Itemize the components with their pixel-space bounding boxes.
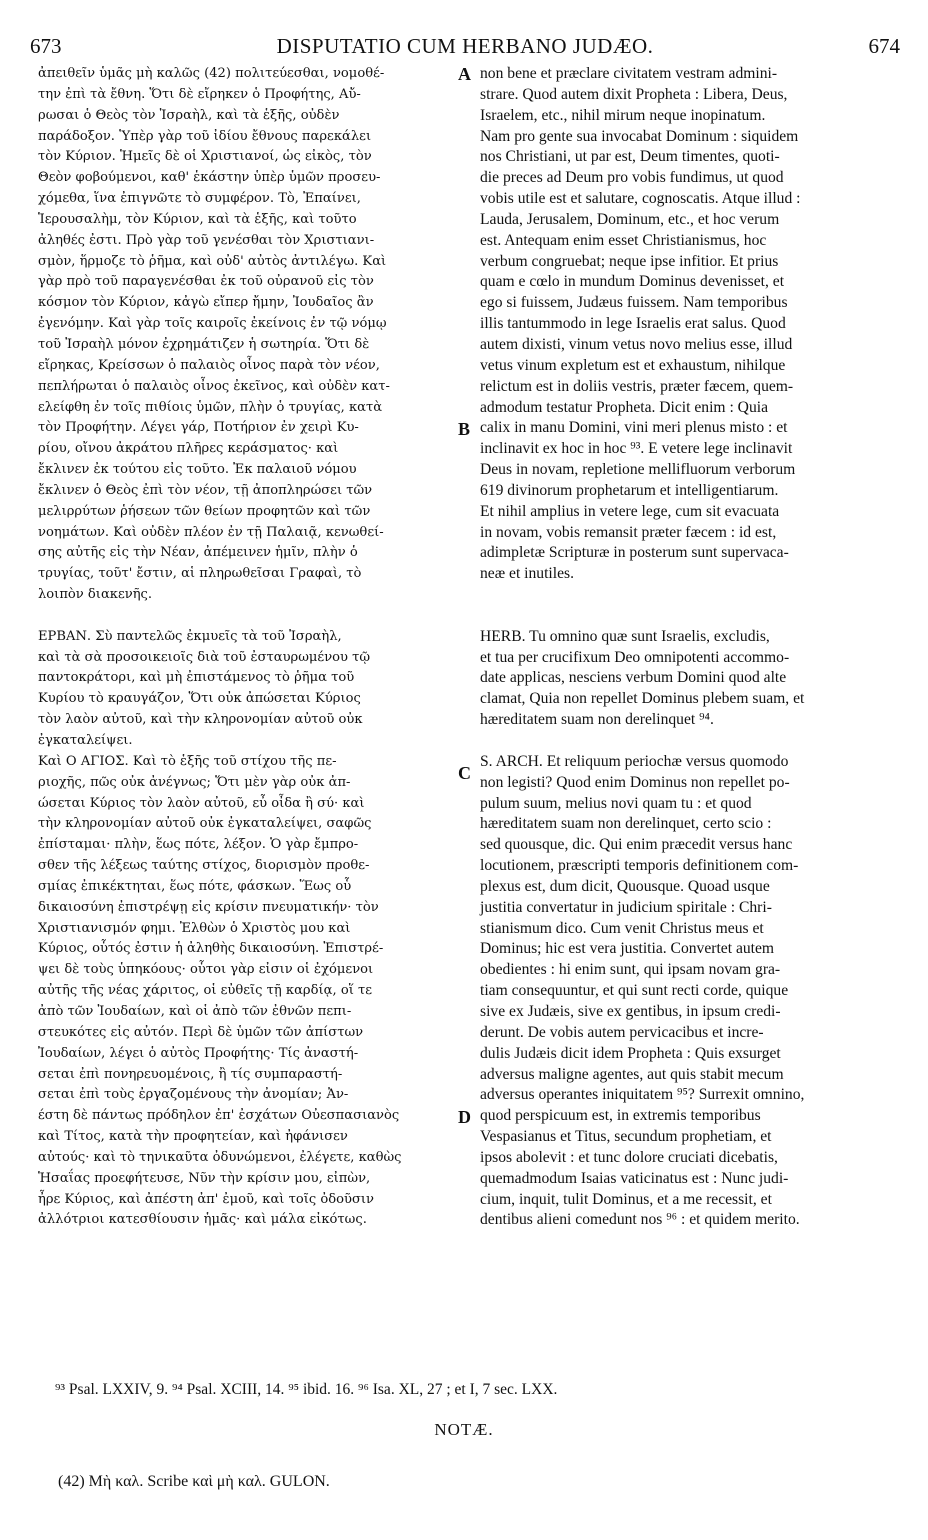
greek-text-line: ἀλλότριοι κατεσθίουσιν ἡμᾶς· καὶ μάλα εἰκότως. (38, 1212, 367, 1228)
greek-text-line: Χριστιανισμόν φημι. Ἐλθὼν ὁ Χριστὸς μου καὶ (38, 920, 351, 936)
greek-text-line: στευκότες εἰς αὐτόν. Περὶ δὲ ὑμῶν τῶν ἀπίστων (38, 1024, 364, 1040)
greek-text-line: μελιρρύτων ῥήσεων τῶν θείων προφητῶν καὶ τῶν (38, 503, 371, 519)
margin-letter-b: B (458, 419, 471, 439)
greek-text-line: τὸν Προφήτην. Λέγει γάρ, Ποτήριον ἐν χειρὶ Κυ- (38, 420, 359, 436)
greek-text-line: ώσεται Κύριος τὸν λαὸν αὐτοῦ, εὖ οἶδα ἢ σύ· καὶ (38, 795, 365, 811)
greek-text-line: τὴν κληρονομίαν αὐτοῦ οὐκ ἐγκαταλείψει, σαφῶς (38, 816, 372, 832)
latin-text-line: neæ et inutiles. (480, 565, 574, 583)
greek-text-line: δικαιοσύνη ἐπιστρέψῃ εἰς κρίσιν πνευματικήν· τὸν (38, 899, 379, 915)
latin-text-line: admodum testatur Propheta. Dicit enim : Quia (480, 398, 768, 416)
latin-text-line: stianismum dico. Cum venit Christus meus et (480, 919, 764, 937)
latin-text-line: obedientes : hi enim sunt, qui ipsam novam gra- (480, 961, 781, 979)
greek-text-line: ἦρε Κύριος, καὶ ἀπέστη ἀπ' ἐμοῦ, καὶ τοῖς ὀδοῦσιν (38, 1191, 374, 1207)
latin-text-line: in novam, vobis remansit præter fæcem : id est, (480, 523, 777, 541)
latin-text-line: locutionem, præscripti temporis definitionem com- (480, 857, 799, 875)
greek-text-line: ΕΡΒΑΝ. Σὺ παντελῶς ἐκμυεῖς τὰ τοῦ Ἰσραὴλ, (38, 628, 342, 644)
greek-text-line: σμίας ἐπικέκτηται, ἕως πότε, φάσκων. Ἕως οὗ (38, 878, 352, 894)
latin-text-line: est. Antequam enim esset Christianismus, hoc (480, 231, 767, 249)
greek-text-line: γὰρ πρὸ τοῦ παραγενέσθαι ἐκ τοῦ οὐρανοῦ εἰς τὸν (38, 274, 374, 290)
latin-text-line: HERB. Tu omnino quæ sunt Israelis, excludis, (480, 627, 770, 645)
page-number-left: 673 (30, 34, 62, 58)
greek-text-line: τοῦ Ἰσραὴλ μόνον ἐχρημάτιζεν ἡ σωτηρία. Ὅτι δὲ (38, 336, 370, 352)
greek-text-line: ἐγκαταλείψει. (38, 733, 133, 748)
greek-text-line: κόσμον τὸν Κύριον, κἀγὼ εἴπερ ἤμην, Ἰουδαῖος ἂν (38, 295, 374, 311)
latin-text-line: Et nihil amplius in vetere lege, cum sit evacuata (480, 502, 780, 520)
notae-heading: NOTÆ. (434, 1420, 494, 1439)
latin-text-line: strare. Quod autem dixit Propheta : Libera, Deus, (480, 85, 788, 103)
latin-text-line: verbum congruebat; neque ipse infitior. Et prius (480, 252, 779, 270)
greek-text-line: παντοκράτορι, καὶ μὴ ἐπιστάμενος τὸ ῥῆμα τοῦ (38, 670, 355, 686)
greek-column (38, 64, 466, 1231)
latin-text-line: vetus vinum expletum est et exhaustum, nihilque (480, 356, 786, 374)
greek-text-line: καὶ τὰ σὰ προσοικειοῖς διὰ τοῦ ἐσταυρωμένου τῷ (38, 649, 371, 665)
greek-text-line: έστη δὲ πάντως πρόδηλον ἐπ' ἐσχάτων Οὐεσπασιανὸς (38, 1108, 400, 1124)
greek-text-line: ψει δὲ τοὺς ὑπηκόους· οὗτοι γὰρ εἰσιν οἱ ἐχόμενοι (38, 962, 374, 978)
notae-note: (42) Μὴ καλ. Scribe καὶ μὴ καλ. GULON. (58, 1473, 330, 1490)
greek-text-line: πεπλήρωται ὁ παλαιὸς οἶνος ἐκεῖνος, καὶ οὐδὲν κατ- (38, 378, 390, 394)
latin-text-line: illis tantummodo in lege Israelis erat salus. Quod (480, 315, 786, 333)
latin-text-line: justitia convertatur in judicium spiritale : Chri- (480, 898, 772, 916)
greek-text-line: ἀληθές ἐστι. Πρὸ γὰρ τοῦ γενέσθαι τὸν Χριστιανι- (38, 232, 375, 248)
latin-text-line (480, 731, 896, 752)
latin-text-line (480, 585, 896, 606)
greek-text-line: ρωσαι ὁ Θεὸς τὸν Ἰσραὴλ, καὶ τὰ ἑξῆς, οὐδὲν (38, 107, 340, 123)
greek-text-line: ρίου, οἴνου ἀκράτου πλῆρες κεράσματος· καὶ (38, 441, 339, 457)
greek-text-line: ἔκλινεν ἐκ τούτου εἰς τοῦτο. Ἐκ παλαιοῦ νόμου (38, 462, 357, 478)
latin-text-line: vobis utile est et salutare, cognoscatis. Atque illud : (480, 190, 801, 208)
latin-text-line: derunt. De vobis autem pervicacibus et incre- (480, 1023, 764, 1041)
latin-text-line: quod perspicuum est, in extremis temporibus (480, 1107, 761, 1125)
latin-text-line: Nam pro gente sua invocabat Dominum : siquidem (480, 127, 799, 145)
margin-letter-d: D (458, 1107, 471, 1127)
page-header (30, 34, 900, 60)
footnote-references: ⁹³ Psal. LXXIV, 9. ⁹⁴ Psal. XCIII, 14. ⁹⁵ ibid. 16. ⁹⁶ Isa. XL, 27 ; et I, 7 sec. LXX. (55, 1381, 558, 1398)
greek-text-line: καὶ Τίτος, κατὰ τὴν προφητείαν, καὶ ἠφάνισεν (38, 1129, 348, 1145)
greek-text-line: Ἱερουσαλὴμ, τὸν Κύριον, καὶ τὰ ἑξῆς, καὶ τοῦτο (38, 211, 357, 227)
greek-text-line: νοημάτων. Καὶ οὐδὲν πλέον ἐν τῇ Παλαιᾷ, κενωθεί- (38, 524, 384, 540)
latin-text-line: adversus operantes iniquitatem ⁹⁵? Surrexit omnino, (480, 1086, 805, 1104)
greek-text-line: ἐπίσταμαι· πλὴν, ἕως πότε, λέξον. Ὁ γὰρ ἔμπρο- (38, 837, 359, 853)
running-title: DISPUTATIO CUM HERBANO JUDÆO. (276, 34, 654, 58)
latin-text-line: quam e cœlo in mundum Dominus devenisset, et (480, 273, 785, 291)
greek-text-line (38, 606, 466, 627)
greek-text-line: τρυγίας, τοῦτ' ἔστιν, αἱ πληρωθεῖσαι Γραφαὶ, τὸ (38, 566, 362, 582)
greek-text-line: χόμεθα, ἵνα ἐπιγνῶτε τὸ συμφέρον. Τὸ, Ἐπαίνει, (38, 191, 361, 207)
greek-text-line: σεται ἐπὶ πονηρευομένοις, ἢ τίς συμπαραστή- (38, 1066, 343, 1082)
greek-text-line: Κύριος, οὗτός ἐστιν ἡ ἀληθὴς δικαιοσύνη. Ἐπιστρέ- (38, 941, 384, 957)
latin-text-line: sive ex Judæis, sive ex gentibus, in ipsum credi- (480, 1002, 781, 1020)
latin-text-line: non legisti? Quod enim Dominus non repellet po- (480, 773, 790, 791)
latin-text-line: et tua per crucifixum Deo omnipotenti accommo- (480, 648, 790, 666)
greek-text-line: ελείφθη ἐν τοῖς πιθίοις ὑμῶν, πλὴν ὁ τρυγίας, κατὰ (38, 399, 383, 415)
latin-text-line: Lauda, Jerusalem, Dominum, etc., et hoc verum (480, 210, 780, 228)
latin-text-line: dentibus alieni comedunt nos ⁹⁶ : et quidem merito. (480, 1211, 800, 1229)
latin-text-line: non bene et præclare civitatem vestram admini- (480, 65, 778, 82)
latin-text-line: hæreditatem suam non derelinquet, certo scio : (480, 815, 772, 833)
greek-text-line: ριοχῆς, πῶς οὐκ ἀνέγνως; Ὅτι μὲν γὰρ οὐκ ἀπ- (38, 774, 351, 790)
greek-text-line: ἀπὸ τῶν Ἰουδαίων, καὶ οἱ ἀπὸ τῶν ἐθνῶν πεπι- (38, 1003, 352, 1019)
margin-letter-a: A (458, 64, 471, 84)
latin-text-line: clamat, Quia non repellet Dominus plebem suam, et (480, 690, 805, 708)
latin-text-line: autem dixisti, vinum vetus novo melius esse, illud (480, 335, 793, 353)
greek-text-line: σης αὐτῆς εἰς τὴν Νέαν, ἀπέμεινεν ἡμῖν, πλὴν ὁ (38, 545, 358, 561)
latin-text-line: calix in manu Domini, vini meri plenus misto : et (480, 419, 788, 437)
greek-text-line: Ἰουδαίων, λέγει ὁ αὐτὸς Προφήτης· Τίς ἀναστή- (38, 1045, 359, 1061)
greek-text-line: Ἡσαΐας προεφήτευσε, Νῦν τὴν κρίσιν μου, εἰπὼν, (38, 1170, 371, 1186)
latin-text-line: dulis Judæis dicit idem Propheta : Quis exsurget (480, 1044, 781, 1062)
latin-text-line: relictum est in doliis vestris, præter fæcem, quem- (480, 377, 794, 395)
latin-text-line: sed quousque, dic. Qui enim præcedit versus hanc (480, 836, 793, 854)
greek-text-line: την ἐπὶ τὰ ἔθνη. Ὅτι δὲ εἴρηκεν ὁ Προφήτης, Αὔ- (38, 86, 361, 102)
latin-text-line: 619 divinorum prophetarum et intelligentiarum. (480, 481, 779, 499)
latin-text-line: quemadmodum Isaias vaticinatus est : Nunc judi- (480, 1169, 789, 1187)
latin-text-line: Israelem, etc., nihil mirum neque inopinatum. (480, 106, 766, 124)
latin-text-line (480, 606, 896, 627)
latin-text-line: Deus in novam, repletione mellifluorum verborum (480, 461, 796, 479)
latin-text-line: adversus maligne agentes, aut quis stabit mecum (480, 1065, 784, 1083)
latin-text-line: S. ARCH. Et reliquum periochæ versus quomodo (480, 752, 789, 770)
latin-text-line: ego si fuissem, Judæus fuissem. Nam temporibus (480, 294, 788, 312)
margin-letter-c: C (458, 763, 471, 783)
latin-text-line: plexus est, dum dicit, Quousque. Quoad usque (480, 877, 770, 895)
greek-text-line: Θεὸν φοβούμενοι, καθ' ἑκάστην ὑπὲρ ὑμῶν προσευ- (38, 170, 381, 186)
latin-text-line: pulum suum, melius novi quam tu : et quod (480, 794, 752, 812)
greek-text-line: τὸν λαὸν αὐτοῦ, καὶ τὴν κληρονομίαν αὐτοῦ οὐκ (38, 712, 363, 728)
latin-column (480, 64, 896, 1231)
latin-text-line: date applicas, nesciens verbum Domini quod alte (480, 669, 787, 687)
greek-text-line: ἔκλινεν ὁ Θεὸς ἐπὶ τὸν νέον, τῇ ἀποπληρώσει τῶν (38, 482, 373, 498)
latin-text-line: ipsos abolevit : et tunc dolore cruciati dicebatis, (480, 1148, 778, 1166)
greek-text-line: σθεν τῆς λέξεως ταύτης στίχος, διορισμὸν προθε- (38, 858, 370, 874)
latin-text-line: adimpletæ Scripturæ in posterum sunt supervaca- (480, 544, 789, 562)
latin-text-line: hæreditatem suam non derelinquet ⁹⁴. (480, 711, 714, 729)
greek-text-line: Κυρίου τὸ κραυγάζον, Ὅτι οὐκ ἀπώσεται Κύριος (38, 691, 361, 707)
page-number-right: 674 (868, 34, 900, 58)
greek-text-line: αὐτῆς τῆς νέας χάριτος, οἱ εὐθεῖς τῇ καρδίᾳ, οἵ τε (38, 983, 373, 999)
latin-text-line: Vespasianus et Titus, secundum prophetiam, et (480, 1128, 772, 1146)
latin-text-line: inclinavit ex hoc in hoc ⁹³. E vetere lege inclinavit (480, 440, 793, 458)
latin-text-line: nos Christiani, ut par est, Deum timentes, quoti- (480, 148, 780, 166)
latin-text-line: die preces ad Deum pro vobis fundimus, ut quod (480, 169, 784, 187)
latin-text-line: tiam consequuntur, et qui sunt recti corde, quique (480, 982, 789, 1000)
greek-text-line: εἴρηκας, Κρείσσων ὁ παλαιὸς οἶνος παρὰ τὸν νέον, (38, 357, 380, 373)
greek-text-line: λοιπὸν διακενῆς. (38, 587, 153, 603)
greek-text-line: ἐγενόμην. Καὶ γὰρ τοῖς καιροῖς ἐκείνοις ἐν τῷ νόμῳ (38, 316, 387, 332)
greek-text-line: Καὶ Ο ΑΓΙΟΣ. Καὶ τὸ ἑξῆς τοῦ στίχου τῆς πε- (38, 753, 337, 769)
latin-text-line: cium, inquit, tulit Dominus, et a me recessit, et (480, 1190, 772, 1208)
greek-text-line: σμὸν, ἥρμοζε τὸ ῥῆμα, καὶ οὐδ' αὐτὸς ἀντιλέγω. Καὶ (38, 253, 387, 269)
greek-text-line: τὸν Κύριον. Ἡμεῖς δὲ οἱ Χριστιανοί, ὡς εἰκὸς, τὸν (38, 149, 372, 165)
greek-text-line: αὐτούς· καὶ τὸ τηνικαῦτα ὀδυνώμενοι, ἐλέγετε, καθὼς (38, 1149, 402, 1165)
greek-text-line: ἀπειθεῖν ὑμᾶς μὴ καλῶς (42) πολιτεύεσθαι, νομοθέ- (38, 66, 385, 81)
greek-text-line: σεται ἐπὶ τοὺς ἐργαζομένους τὴν ἀνομίαν; Ἀν- (38, 1087, 349, 1103)
greek-text-line: παράδοξον. Ὑπὲρ γὰρ τοῦ ἰδίου ἔθνους παρεκάλει (38, 128, 372, 144)
latin-text-line: Dominus; hic est vera justitia. Convertet autem (480, 940, 775, 958)
